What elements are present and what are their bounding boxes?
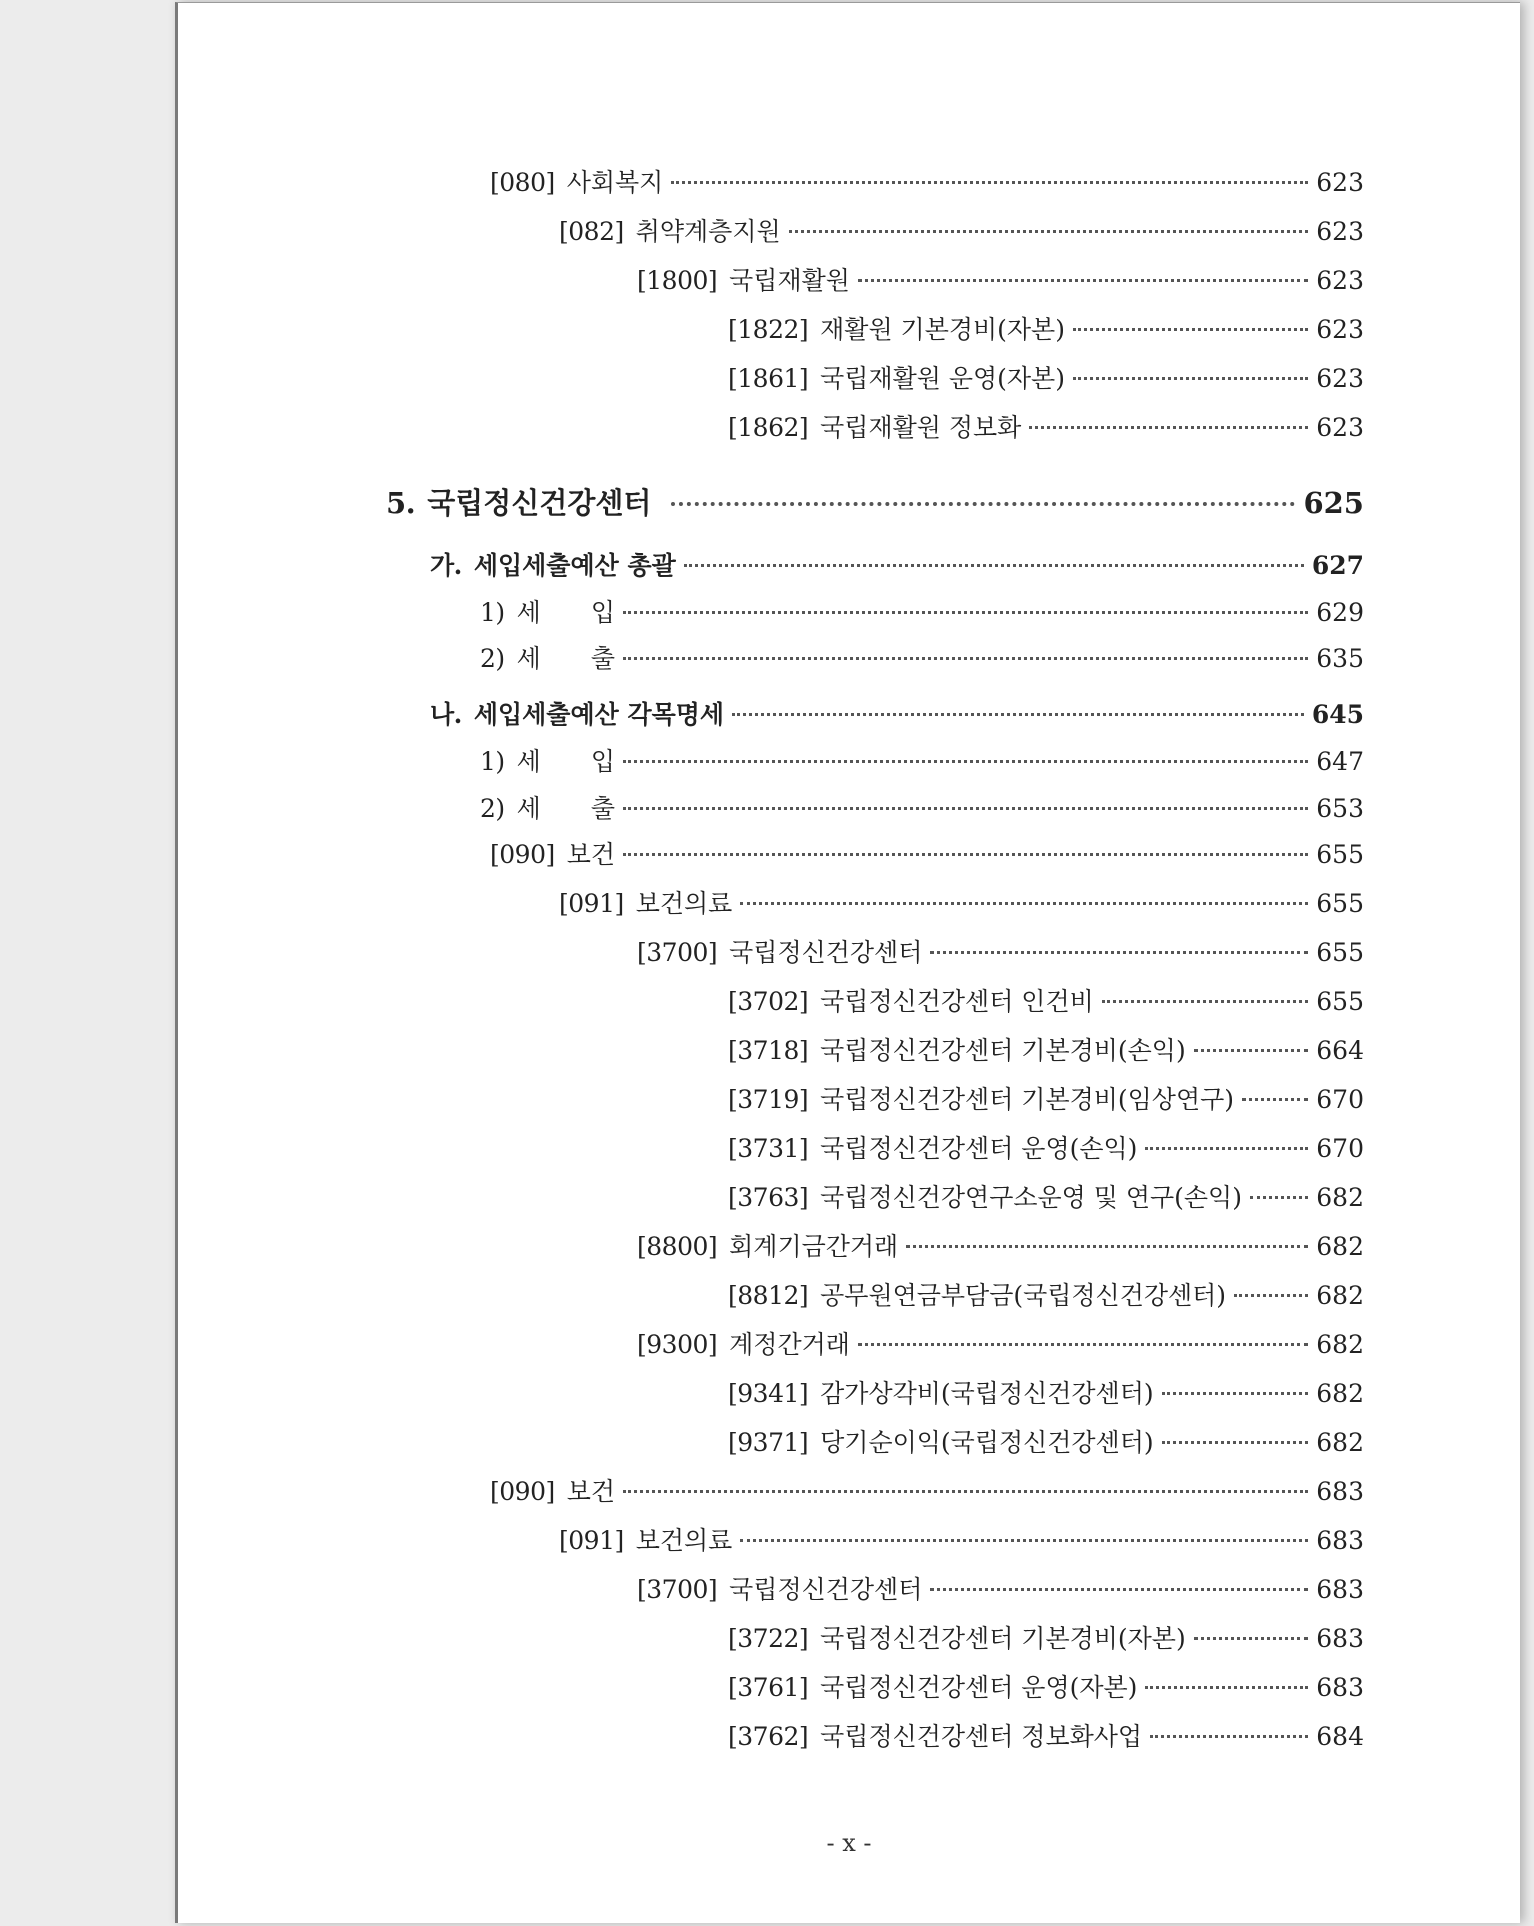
leader-dots [671, 502, 1295, 506]
toc-entry[interactable] [637, 1570, 1364, 1610]
toc-title: 세 출 [516, 794, 615, 823]
toc-title: 국립정신건강센터 인건비 [820, 987, 1094, 1016]
toc-page-number: 655 [1316, 987, 1364, 1016]
toc-entry[interactable] [728, 1276, 1364, 1316]
leader-dots [1145, 1686, 1308, 1689]
toc-title: 회계기금간거래 [729, 1232, 899, 1261]
toc-entry[interactable] [559, 212, 1364, 252]
leader-dots [1162, 1392, 1309, 1395]
toc-page-number: 664 [1316, 1036, 1364, 1065]
toc-page-number: 682 [1316, 1183, 1364, 1212]
toc-page-number: 623 [1316, 217, 1364, 246]
toc-entry[interactable] [728, 982, 1364, 1022]
toc-entry[interactable] [637, 1227, 1364, 1267]
toc-code: [8812] [728, 1281, 809, 1310]
toc-entry[interactable] [728, 310, 1364, 350]
toc-code: [091] [559, 1526, 624, 1555]
toc-code: [3700] [637, 1575, 718, 1604]
toc-entry[interactable] [480, 639, 1364, 679]
toc-page-number: 623 [1316, 168, 1364, 197]
toc-code: [9371] [728, 1428, 809, 1457]
toc-code: [090] [490, 840, 555, 869]
leader-dots [623, 853, 1308, 856]
toc-entry[interactable] [490, 163, 1364, 203]
toc-title: 공무원연금부담금(국립정신건강센터) [820, 1281, 1227, 1310]
leader-dots [1073, 377, 1308, 380]
toc-code: [1861] [728, 364, 809, 393]
toc-page-number: 627 [1311, 551, 1364, 580]
leader-dots [1073, 328, 1308, 331]
leader-dots [858, 1343, 1308, 1346]
toc-code: [8800] [637, 1232, 718, 1261]
toc-title: 취약계층지원 [635, 217, 781, 246]
toc-page-number: 629 [1316, 598, 1364, 627]
toc-entry[interactable] [728, 1129, 1364, 1169]
leader-dots [1194, 1637, 1309, 1640]
leader-dots [906, 1245, 1308, 1248]
toc-title: 국립정신건강연구소운영 및 연구(손익) [820, 1183, 1242, 1212]
toc-title: 국립재활원 정보화 [820, 413, 1022, 442]
toc-page-number: 682 [1316, 1281, 1364, 1310]
leader-dots [1250, 1196, 1308, 1199]
toc-entry[interactable] [637, 933, 1364, 973]
chapter-number: 5. [386, 486, 416, 520]
toc-page-number: 682 [1316, 1232, 1364, 1261]
toc-code: [9300] [637, 1330, 718, 1359]
toc-entry[interactable] [490, 835, 1364, 875]
toc-entry[interactable] [728, 1717, 1364, 1757]
leader-dots [1102, 1000, 1309, 1003]
toc-title: 보건의료 [635, 889, 733, 918]
leader-dots [623, 1490, 1308, 1493]
leader-dots [1150, 1735, 1308, 1738]
toc-entry[interactable] [728, 359, 1364, 399]
toc-title: 감가상각비(국립정신건강센터) [820, 1379, 1154, 1408]
toc-code: [3718] [728, 1036, 809, 1065]
toc-page-number: 682 [1316, 1379, 1364, 1408]
toc-page-number: 683 [1316, 1477, 1364, 1506]
section-title: 세입세출예산 각목명세 [473, 700, 725, 729]
leader-dots [623, 611, 1308, 614]
toc-title: 국립정신건강센터 [729, 938, 923, 967]
toc-title: 국립정신건강센터 운영(손익) [820, 1134, 1138, 1163]
toc-code: [090] [490, 1477, 555, 1506]
leader-dots [623, 657, 1308, 660]
toc-chapter-entry[interactable] [386, 481, 1364, 522]
toc-entry[interactable] [728, 408, 1364, 448]
toc-title: 국립정신건강센터 운영(자본) [820, 1673, 1138, 1702]
toc-title: 당기순이익(국립정신건강센터) [820, 1428, 1154, 1457]
toc-code: [3722] [728, 1624, 809, 1653]
leader-dots [930, 951, 1308, 954]
toc-code: [1862] [728, 413, 809, 442]
toc-entry[interactable] [728, 1178, 1364, 1218]
toc-page-number: 670 [1316, 1134, 1364, 1163]
toc-page-number: 670 [1316, 1085, 1364, 1114]
toc-entry[interactable] [559, 884, 1364, 924]
leader-dots [684, 564, 1304, 567]
leader-dots [1242, 1098, 1308, 1101]
leader-dots [789, 230, 1309, 233]
toc-page-number: 623 [1316, 364, 1364, 393]
leader-dots [671, 181, 1308, 184]
toc-entry[interactable] [728, 1374, 1364, 1414]
toc-page-number: 683 [1316, 1526, 1364, 1555]
toc-code: [9341] [728, 1379, 809, 1408]
toc-code: [1822] [728, 315, 809, 344]
toc-title: 보건 [566, 1477, 616, 1506]
leader-dots [732, 713, 1304, 716]
toc-page-number: 623 [1316, 266, 1364, 295]
leader-dots [740, 902, 1308, 905]
toc-section-entry[interactable] [430, 695, 1364, 731]
toc-title: 세 입 [516, 598, 615, 627]
page-footer-number: - x - [826, 1829, 872, 1857]
toc-code: [3761] [728, 1673, 809, 1702]
leader-dots [1162, 1441, 1309, 1444]
toc-title: 사회복지 [566, 168, 664, 197]
toc-section-entry[interactable] [430, 546, 1364, 582]
toc-entry[interactable] [490, 1472, 1364, 1512]
toc-code: [3719] [728, 1085, 809, 1114]
toc-entry[interactable] [637, 261, 1364, 301]
toc-page-number: 682 [1316, 1428, 1364, 1457]
leader-dots [930, 1588, 1308, 1591]
toc-entry[interactable] [728, 1668, 1364, 1708]
toc-code: [3731] [728, 1134, 809, 1163]
toc-page-number: 623 [1316, 413, 1364, 442]
toc-code: [3700] [637, 938, 718, 967]
toc-page-number: 645 [1311, 700, 1364, 729]
toc-entry[interactable] [728, 1423, 1364, 1463]
toc-title: 세 입 [516, 747, 615, 776]
toc-code: [1800] [637, 266, 718, 295]
leader-dots [623, 807, 1308, 810]
toc-code: [082] [559, 217, 624, 246]
toc-page-number: 653 [1316, 794, 1364, 823]
toc-page-number: 623 [1316, 315, 1364, 344]
toc-entry[interactable] [728, 1619, 1364, 1659]
leader-dots [858, 279, 1308, 282]
toc-page-number: 683 [1316, 1575, 1364, 1604]
toc-page-number: 655 [1316, 840, 1364, 869]
toc-code: [080] [490, 168, 555, 197]
toc-page-number: 682 [1316, 1330, 1364, 1359]
toc-page-number: 683 [1316, 1673, 1364, 1702]
toc-title: 국립정신건강센터 기본경비(손익) [820, 1036, 1186, 1065]
toc-title: 국립정신건강센터 기본경비(자본) [820, 1624, 1186, 1653]
toc-title: 보건 [566, 840, 616, 869]
section-marker: 가. [430, 551, 462, 580]
toc-title: 국립정신건강센터 기본경비(임상연구) [820, 1085, 1234, 1114]
leader-dots [1145, 1147, 1308, 1150]
toc-title: 보건의료 [635, 1526, 733, 1555]
toc-entry[interactable] [480, 789, 1364, 829]
leader-dots [740, 1539, 1308, 1542]
toc-title: 세 출 [516, 644, 615, 673]
toc-code: 1) [480, 747, 505, 776]
toc-title: 국립정신건강센터 정보화사업 [820, 1722, 1143, 1751]
toc-code: 2) [480, 644, 505, 673]
toc-page-number: 625 [1303, 486, 1364, 520]
toc-entry[interactable] [728, 1031, 1364, 1071]
toc-entry[interactable] [637, 1325, 1364, 1365]
toc-code: [3763] [728, 1183, 809, 1212]
toc-title: 계정간거래 [729, 1330, 850, 1359]
toc-title: 국립정신건강센터 [729, 1575, 923, 1604]
leader-dots [1029, 426, 1308, 429]
toc-page-number: 635 [1316, 644, 1364, 673]
toc-title: 국립재활원 운영(자본) [820, 364, 1065, 393]
toc-code: [3702] [728, 987, 809, 1016]
leader-dots [1194, 1049, 1309, 1052]
toc-page-number: 655 [1316, 889, 1364, 918]
toc-code: [3762] [728, 1722, 809, 1751]
toc-page-number: 655 [1316, 938, 1364, 967]
toc-page-number: 683 [1316, 1624, 1364, 1653]
chapter-title: 국립정신건강센터 [427, 486, 652, 520]
section-title: 세입세출예산 총괄 [473, 551, 676, 580]
document-page [175, 2, 1520, 1923]
leader-dots [623, 760, 1308, 763]
toc-entry[interactable] [480, 742, 1364, 782]
toc-code: [091] [559, 889, 624, 918]
toc-entry[interactable] [559, 1521, 1364, 1561]
toc-page-number: 647 [1316, 747, 1364, 776]
toc-entry[interactable] [480, 593, 1364, 633]
toc-title: 재활원 기본경비(자본) [820, 315, 1065, 344]
leader-dots [1234, 1294, 1308, 1297]
toc-title: 국립재활원 [729, 266, 850, 295]
toc-page-number: 684 [1316, 1722, 1364, 1751]
section-marker: 나. [430, 700, 462, 729]
toc-code: 2) [480, 794, 505, 823]
toc-code: 1) [480, 598, 505, 627]
toc-entry[interactable] [728, 1080, 1364, 1120]
